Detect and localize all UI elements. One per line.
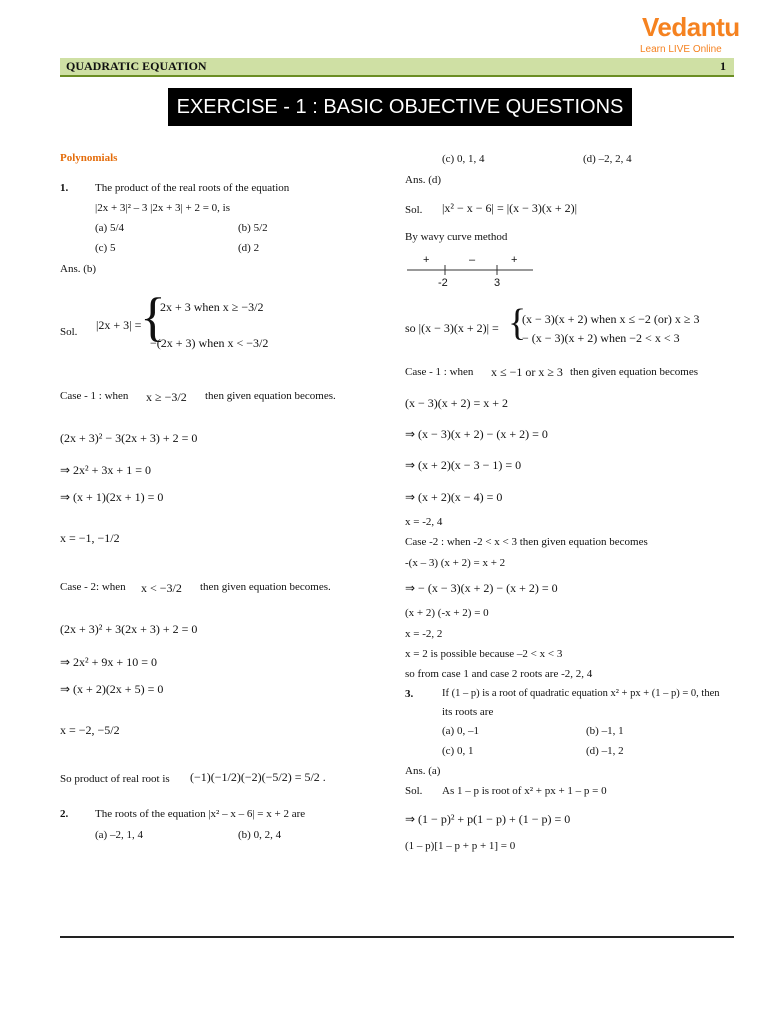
section-heading: Polynomials <box>60 152 118 164</box>
question-3-text-2: its roots are <box>442 706 494 718</box>
case-2-condition: x < −3/2 <box>141 581 182 595</box>
case-1-text: then given equation becomes. <box>205 390 336 402</box>
question-1-text: The product of the real roots of the equation <box>95 182 290 194</box>
so-case-2: − (x − 3)(x + 2) when −2 < x < 3 <box>522 331 680 345</box>
question-2-answer: Ans. (d) <box>405 174 442 186</box>
question-2-text: The roots of the equation |x² – x – 6| = x + 2 are <box>95 808 306 820</box>
right-equation-2: ⇒ (x − 3)(x + 2) − (x + 2) = 0 <box>405 427 548 441</box>
question-3-text: If (1 – p) is a root of quadratic equation x² + px + (1 – p) = 0, then <box>442 688 720 699</box>
case-1-equation-2: ⇒ 2x² + 3x + 1 = 0 <box>60 463 151 477</box>
right-equation-3: ⇒ (x + 2)(x − 3 − 1) = 0 <box>405 458 522 472</box>
question-1-option-b: (b) 5/2 <box>238 222 268 234</box>
question-3-solution-text: As 1 – p is root of x² + px + 1 – p = 0 <box>442 785 607 797</box>
question-1-number: 1. <box>60 182 69 194</box>
question-2-option-d: (d) –2, 2, 4 <box>583 153 632 165</box>
logo-wordmark: Vedantu <box>642 12 740 42</box>
question-3-answer: Ans. (a) <box>405 765 441 777</box>
case-2-equation-2: ⇒ 2x² + 9x + 10 = 0 <box>60 655 157 669</box>
right-case-1-text: then given equation becomes <box>570 366 698 378</box>
question-3-option-b: (b) –1, 1 <box>586 725 624 737</box>
question-3-number: 3. <box>405 688 414 700</box>
question-3-option-a: (a) 0, –1 <box>442 725 479 737</box>
page-number: 1 <box>720 59 726 73</box>
question-3-option-c: (c) 0, 1 <box>442 745 474 757</box>
sign-plus-right: + <box>511 254 518 266</box>
case-2-equation-1: (2x + 3)² + 3(2x + 3) + 2 = 0 <box>60 622 198 636</box>
case-2-equation-3: ⇒ (x + 2)(2x + 5) = 0 <box>60 682 164 696</box>
question-2-option-a: (a) –2, 1, 4 <box>95 829 143 841</box>
solution-label: Sol. <box>60 326 78 338</box>
vedantu-logo <box>620 6 740 56</box>
case-2-text: then given equation becomes. <box>200 581 331 593</box>
right-case-1-condition: x ≤ −1 or x ≥ 3 <box>491 365 563 379</box>
case-2-label: Case - 2: when <box>60 581 126 593</box>
solution-label-3: Sol. <box>405 785 423 797</box>
right-equation-6: ⇒ − (x − 3)(x + 2) − (x + 2) = 0 <box>405 581 558 595</box>
case-1-equation-1: (2x + 3)² − 3(2x + 3) + 2 = 0 <box>60 431 198 445</box>
case-1-condition: x ≥ −3/2 <box>146 390 187 404</box>
piecewise-brace: { <box>140 287 166 347</box>
label-minus-2: -2 <box>438 277 448 289</box>
sign-scheme-number-line <box>405 254 535 295</box>
question-3-equation-2: (1 – p)[1 – p + p + 1] = 0 <box>405 840 516 852</box>
chapter-title: QUADRATIC EQUATION <box>66 59 207 73</box>
solution-1-lhs: |2x + 3| = <box>96 318 142 332</box>
right-roots-1: x = -2, 4 <box>405 516 443 528</box>
question-3-equation-1: ⇒ (1 − p)² + p(1 − p) + (1 − p) = 0 <box>405 812 571 826</box>
right-equation-5: -(x – 3) (x + 2) = x + 2 <box>405 557 506 569</box>
question-1-option-a: (a) 5/4 <box>95 222 125 234</box>
sign-plus-left: + <box>423 254 430 266</box>
solution-1-case-1: 2x + 3 when x ≥ −3/2 <box>160 300 264 314</box>
right-equation-7: (x + 2) (-x + 2) = 0 <box>405 607 489 619</box>
right-conclusion: so from case 1 and case 2 roots are -2, 2, 4 <box>405 668 593 680</box>
right-equation-4: ⇒ (x + 2)(x − 4) = 0 <box>405 490 503 504</box>
right-possibility-note: x = 2 is possible because –2 < x < 3 <box>405 648 563 660</box>
so-case-1: (x − 3)(x + 2) when x ≤ −2 (or) x ≥ 3 <box>522 312 700 326</box>
question-3-option-d: (d) –1, 2 <box>586 745 624 757</box>
question-2-number: 2. <box>60 808 69 820</box>
label-3: 3 <box>494 277 501 289</box>
product-expression: (−1)(−1/2)(−2)(−5/2) = 5/2 . <box>190 770 326 784</box>
right-equation-1: (x − 3)(x + 2) = x + 2 <box>405 396 509 410</box>
case-2-roots: x = −2, −5/2 <box>60 723 120 737</box>
right-case-1-label: Case - 1 : when <box>405 366 474 378</box>
question-1-option-d: (d) 2 <box>238 242 260 254</box>
wavy-curve-text: By wavy curve method <box>405 231 508 243</box>
right-roots-2: x = -2, 2 <box>405 628 443 640</box>
question-2-option-c: (c) 0, 1, 4 <box>442 153 485 165</box>
right-case-2-text: Case -2 : when -2 < x < 3 then given equation becomes <box>405 536 648 548</box>
case-1-roots: x = −1, −1/2 <box>60 531 120 545</box>
solution-1-case-2: −(2x + 3) when x < −3/2 <box>150 336 269 350</box>
question-2-option-b: (b) 0, 2, 4 <box>238 829 282 841</box>
exercise-banner: EXERCISE - 1 : BASIC OBJECTIVE QUESTIONS <box>168 88 632 126</box>
sign-minus-middle: – <box>469 254 476 266</box>
question-1-option-c: (c) 5 <box>95 242 116 254</box>
chapter-header-bar <box>60 58 734 77</box>
so-lhs: so |(x − 3)(x + 2)| = <box>405 321 499 335</box>
question-1-answer: Ans. (b) <box>60 263 97 275</box>
solution-2-equation: |x² − x − 6| = |(x − 3)(x + 2)| <box>442 201 578 215</box>
solution-label-2: Sol. <box>405 204 423 216</box>
logo-tagline: Learn LIVE Online <box>640 44 722 55</box>
piecewise-brace-2: { <box>508 302 527 344</box>
footer-rule <box>60 936 734 938</box>
question-1-equation: |2x + 3|² – 3 |2x + 3| + 2 = 0, is <box>95 202 231 214</box>
case-1-equation-3: ⇒ (x + 1)(2x + 1) = 0 <box>60 490 164 504</box>
product-statement: So product of real root is <box>60 773 170 785</box>
case-1-label: Case - 1 : when <box>60 390 129 402</box>
